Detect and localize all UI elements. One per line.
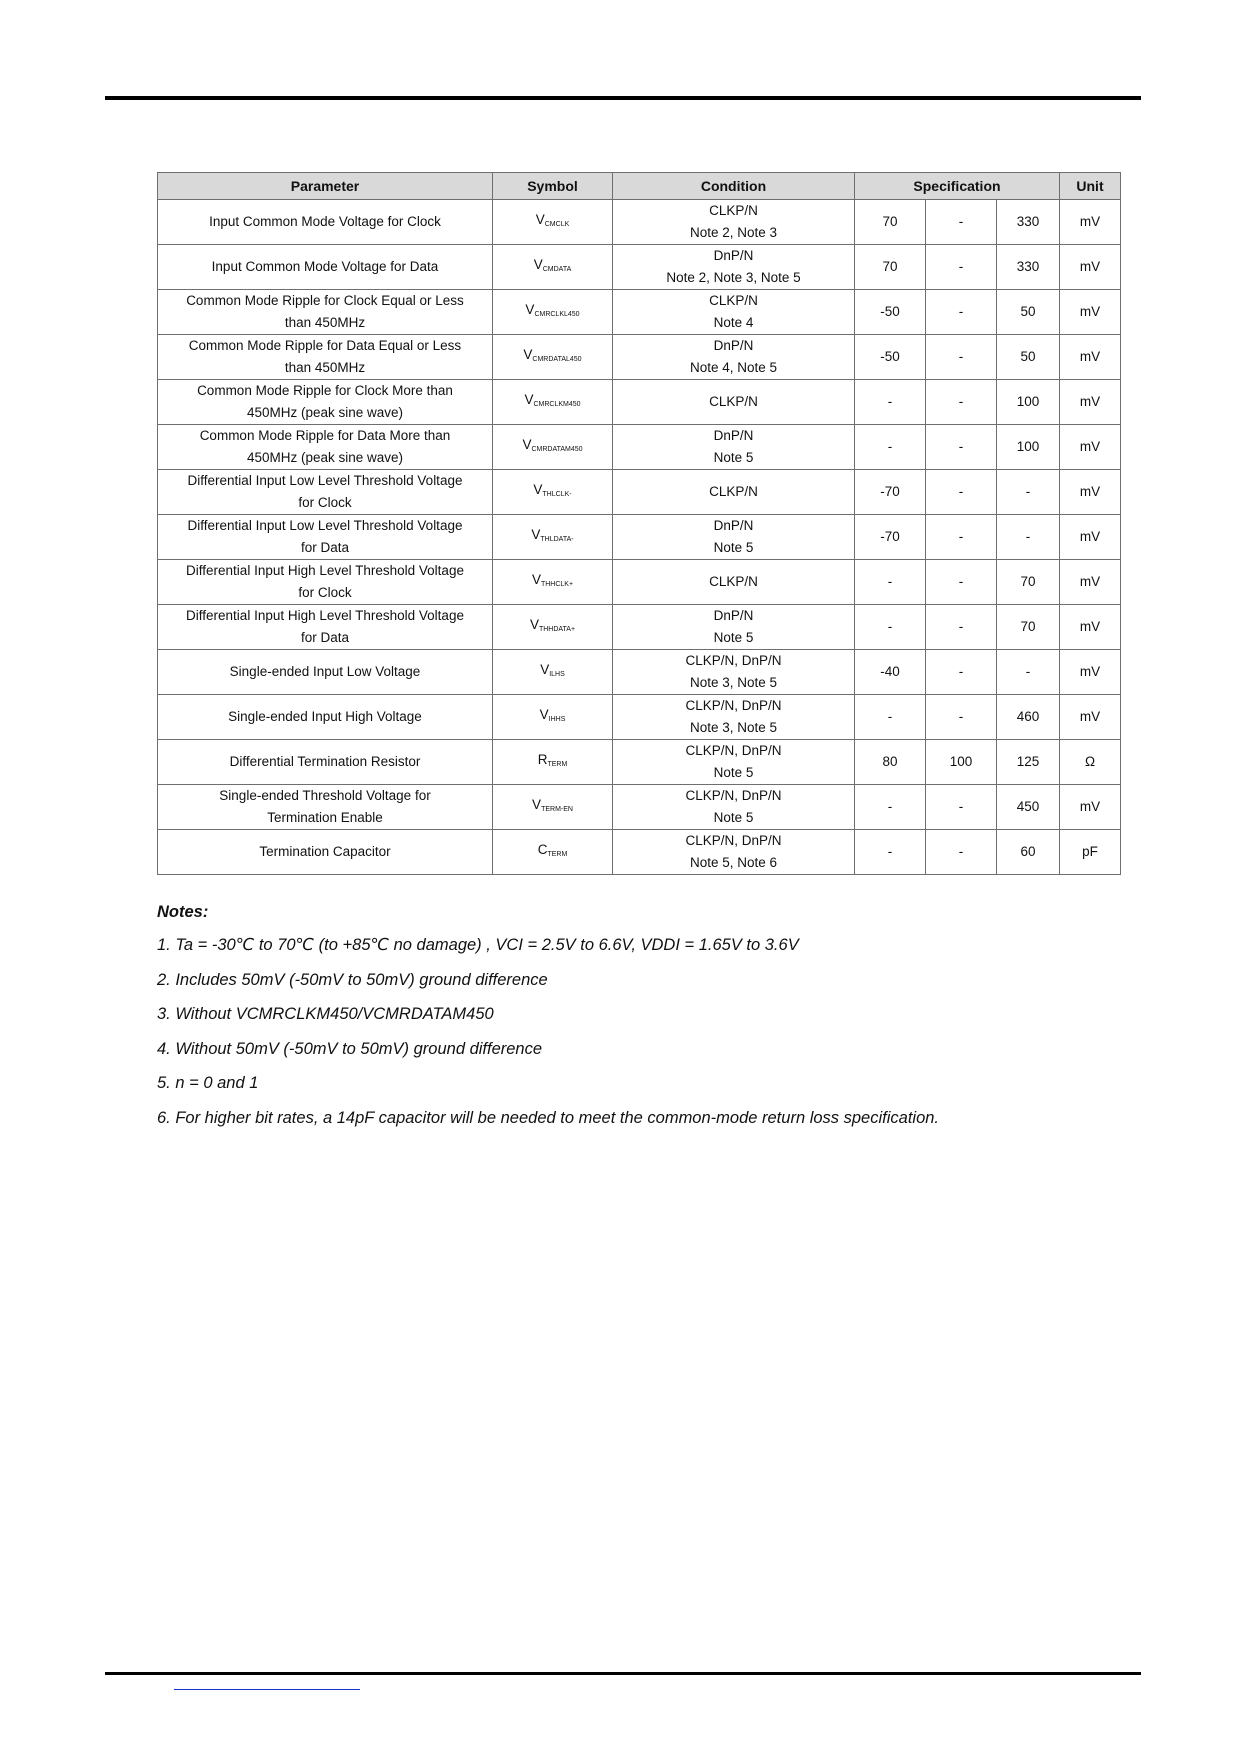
table-row xyxy=(158,515,1121,560)
parameter-line: Differential Input Low Level Threshold Voltage xyxy=(187,518,463,533)
cell-condition xyxy=(613,200,855,245)
cell-max: 70 xyxy=(997,560,1060,605)
condition-line: CLKP/N, DnP/N xyxy=(685,788,782,803)
cell-condition xyxy=(613,515,855,560)
cell-max: 125 xyxy=(997,740,1060,785)
cell-max: - xyxy=(997,470,1060,515)
parameter-line: for Clock xyxy=(298,495,352,510)
condition-line: Note 5 xyxy=(713,540,754,555)
cell-typ: - xyxy=(926,380,997,425)
parameter-line: Common Mode Ripple for Clock More than xyxy=(197,383,453,398)
cell-symbol xyxy=(493,830,613,875)
condition-line: Note 2, Note 3, Note 5 xyxy=(666,270,801,285)
symbol-subscript: TERM-EN xyxy=(541,805,573,813)
cell-unit: mV xyxy=(1060,605,1121,650)
cell-typ: - xyxy=(926,425,997,470)
cell-symbol xyxy=(493,695,613,740)
cell-parameter xyxy=(158,470,493,515)
cell-condition xyxy=(613,425,855,470)
cell-typ: - xyxy=(926,650,997,695)
parameter-line: Input Common Mode Voltage for Data xyxy=(211,259,439,274)
condition-line: CLKP/N, DnP/N xyxy=(685,743,782,758)
cell-unit: mV xyxy=(1060,425,1121,470)
parameter-line: for Data xyxy=(300,540,350,555)
symbol-subscript: TERM xyxy=(547,760,568,768)
parameter-line: Single-ended Input High Voltage xyxy=(228,709,422,724)
table-row xyxy=(158,605,1121,650)
symbol-main: V xyxy=(524,391,534,407)
cell-min: 70 xyxy=(855,200,926,245)
symbol-main: V xyxy=(525,301,535,317)
condition-line: Note 4 xyxy=(713,315,754,330)
parameter-line: Differential Input High Level Threshold Voltage xyxy=(186,608,464,623)
symbol-subscript: CMRCLKL450 xyxy=(534,310,580,318)
table-row xyxy=(158,290,1121,335)
parameter-line: for Data xyxy=(300,630,350,645)
cell-unit: mV xyxy=(1060,515,1121,560)
header-unit: Unit xyxy=(1060,173,1121,200)
condition-line: Note 5 xyxy=(713,630,754,645)
cell-unit: mV xyxy=(1060,290,1121,335)
table-row xyxy=(158,785,1121,830)
cell-typ: - xyxy=(926,695,997,740)
symbol-main: V xyxy=(529,616,539,632)
cell-parameter xyxy=(158,740,493,785)
condition-line: Note 3, Note 5 xyxy=(689,720,778,735)
cell-symbol xyxy=(493,785,613,830)
condition-line: CLKP/N xyxy=(709,203,758,218)
condition-line: DnP/N xyxy=(713,608,754,623)
cell-parameter xyxy=(158,650,493,695)
cell-unit: mV xyxy=(1060,470,1121,515)
cell-typ: - xyxy=(926,200,997,245)
cell-min: -50 xyxy=(855,290,926,335)
cell-symbol xyxy=(493,290,613,335)
cell-max: 100 xyxy=(997,425,1060,470)
condition-line: Note 5 xyxy=(713,450,754,465)
table-header-row xyxy=(158,173,1121,200)
cell-typ: - xyxy=(926,785,997,830)
cell-unit: mV xyxy=(1060,695,1121,740)
cell-parameter xyxy=(158,515,493,560)
condition-line: CLKP/N xyxy=(709,394,758,409)
cell-symbol xyxy=(493,245,613,290)
cell-symbol xyxy=(493,470,613,515)
cell-max: 330 xyxy=(997,245,1060,290)
cell-min: - xyxy=(855,830,926,875)
cell-min: - xyxy=(855,785,926,830)
header-rule xyxy=(105,96,1141,100)
cell-min: - xyxy=(855,560,926,605)
parameter-line: Differential Termination Resistor xyxy=(229,754,421,769)
specification-table xyxy=(157,172,1121,875)
cell-parameter xyxy=(158,335,493,380)
cell-unit: mV xyxy=(1060,200,1121,245)
cell-parameter xyxy=(158,785,493,830)
cell-typ: - xyxy=(926,560,997,605)
cell-min: 70 xyxy=(855,245,926,290)
symbol-subscript: CMRCLKM450 xyxy=(533,400,581,408)
condition-line: CLKP/N xyxy=(709,574,758,589)
cell-symbol xyxy=(493,425,613,470)
cell-symbol xyxy=(493,605,613,650)
symbol-subscript: CMRDATAM450 xyxy=(531,445,583,453)
cell-parameter xyxy=(158,245,493,290)
note-item: 3. Without VCMRCLKM450/VCMRDATAM450 xyxy=(157,1005,494,1023)
cell-max: 460 xyxy=(997,695,1060,740)
cell-parameter xyxy=(158,695,493,740)
cell-unit: mV xyxy=(1060,245,1121,290)
table-row xyxy=(158,650,1121,695)
table-row xyxy=(158,560,1121,605)
note-item: 2. Includes 50mV (-50mV to 50mV) ground difference xyxy=(157,970,548,989)
cell-max: 100 xyxy=(997,380,1060,425)
parameter-line: 450MHz (peak sine wave) xyxy=(246,450,404,465)
cell-min: -50 xyxy=(855,335,926,380)
symbol-main: V xyxy=(535,211,545,227)
cell-symbol xyxy=(493,380,613,425)
cell-unit: mV xyxy=(1060,785,1121,830)
header-specification: Specification xyxy=(855,173,1060,200)
cell-min: - xyxy=(855,380,926,425)
cell-symbol xyxy=(493,515,613,560)
symbol-main: V xyxy=(522,436,532,452)
cell-min: - xyxy=(855,695,926,740)
symbol-subscript: THLCLK- xyxy=(542,490,572,498)
cell-min: - xyxy=(855,605,926,650)
cell-parameter xyxy=(158,830,493,875)
note-item: 6. For higher bit rates, a 14pF capacitor will be needed to meet the common-mode return loss specification. xyxy=(157,1108,940,1127)
condition-line: CLKP/N, DnP/N xyxy=(685,833,782,848)
parameter-line: Single-ended Threshold Voltage for xyxy=(219,788,431,803)
table-row xyxy=(158,830,1121,875)
cell-parameter xyxy=(158,200,493,245)
condition-line: Note 4, Note 5 xyxy=(689,360,778,375)
cell-typ: - xyxy=(926,470,997,515)
header-symbol: Symbol xyxy=(493,173,613,200)
notes-section xyxy=(157,903,1137,1142)
cell-unit: mV xyxy=(1060,650,1121,695)
parameter-line: Common Mode Ripple for Clock Equal or Less xyxy=(186,293,464,308)
table-body xyxy=(158,200,1121,875)
cell-unit: mV xyxy=(1060,560,1121,605)
cell-condition xyxy=(613,605,855,650)
symbol-subscript: ILHS xyxy=(549,670,565,678)
symbol-main: V xyxy=(531,526,541,542)
table-row xyxy=(158,470,1121,515)
table-row xyxy=(158,335,1121,380)
symbol-subscript: THHCLK+ xyxy=(540,580,574,588)
cell-min: -70 xyxy=(855,470,926,515)
table-row xyxy=(158,380,1121,425)
cell-max: 70 xyxy=(997,605,1060,650)
cell-typ: - xyxy=(926,335,997,380)
symbol-main: V xyxy=(523,346,533,362)
symbol-subscript: THLDATA- xyxy=(540,535,574,543)
condition-line: Note 2, Note 3 xyxy=(689,225,778,240)
header-parameter: Parameter xyxy=(158,173,493,200)
cell-unit: Ω xyxy=(1060,740,1121,785)
cell-min: 80 xyxy=(855,740,926,785)
table-row xyxy=(158,245,1121,290)
parameter-line: than 450MHz xyxy=(284,315,366,330)
symbol-subscript: TERM xyxy=(547,850,568,858)
parameter-line: Differential Input Low Level Threshold Voltage xyxy=(187,473,463,488)
cell-max: 60 xyxy=(997,830,1060,875)
symbol-main: V xyxy=(533,481,543,497)
cell-max: 50 xyxy=(997,290,1060,335)
parameter-line: Common Mode Ripple for Data More than xyxy=(199,428,451,443)
header-condition: Condition xyxy=(613,173,855,200)
parameter-line: Termination Enable xyxy=(267,810,383,825)
footer-rule xyxy=(105,1672,1141,1675)
cell-symbol xyxy=(493,200,613,245)
parameter-line: Single-ended Input Low Voltage xyxy=(229,664,421,679)
notes-list xyxy=(157,935,1137,1142)
cell-condition xyxy=(613,335,855,380)
cell-condition xyxy=(613,290,855,335)
cell-symbol xyxy=(493,335,613,380)
condition-line: CLKP/N, DnP/N xyxy=(685,698,782,713)
symbol-subscript: THHDATA+ xyxy=(538,625,576,633)
footer-link[interactable] xyxy=(174,1677,360,1690)
cell-max: 450 xyxy=(997,785,1060,830)
parameter-line: than 450MHz xyxy=(284,360,366,375)
cell-parameter xyxy=(158,380,493,425)
condition-line: DnP/N xyxy=(713,338,754,353)
cell-condition xyxy=(613,785,855,830)
symbol-main: R xyxy=(537,751,548,767)
cell-max: - xyxy=(997,650,1060,695)
cell-typ: - xyxy=(926,245,997,290)
cell-max: 330 xyxy=(997,200,1060,245)
condition-line: CLKP/N, DnP/N xyxy=(685,653,782,668)
cell-condition xyxy=(613,380,855,425)
parameter-line: Input Common Mode Voltage for Clock xyxy=(209,214,441,229)
cell-condition xyxy=(613,650,855,695)
cell-typ: - xyxy=(926,830,997,875)
note-item: 1. Ta = -30℃ to 70℃ (to +85℃ no damage) , VCI = 2.5V to 6.6V, VDDI = 1.65V to 3.6V xyxy=(157,936,799,954)
parameter-line: Termination Capacitor xyxy=(259,844,391,859)
table-row xyxy=(158,695,1121,740)
symbol-main: V xyxy=(540,661,550,677)
cell-parameter xyxy=(158,560,493,605)
condition-line: DnP/N xyxy=(713,518,754,533)
cell-min: -70 xyxy=(855,515,926,560)
table-row xyxy=(158,200,1121,245)
condition-line: Note 3, Note 5 xyxy=(689,675,778,690)
cell-parameter xyxy=(158,425,493,470)
condition-line: DnP/N xyxy=(713,248,754,263)
condition-line: DnP/N xyxy=(713,428,754,443)
cell-typ: - xyxy=(926,290,997,335)
cell-condition xyxy=(613,470,855,515)
cell-typ: - xyxy=(926,605,997,650)
cell-unit: mV xyxy=(1060,335,1121,380)
symbol-subscript: CMCLK xyxy=(544,220,570,228)
symbol-main: C xyxy=(537,841,548,857)
table-row xyxy=(158,740,1121,785)
cell-condition xyxy=(613,740,855,785)
table-row xyxy=(158,425,1121,470)
cell-condition xyxy=(613,830,855,875)
parameter-line: for Clock xyxy=(298,585,352,600)
condition-line: Note 5 xyxy=(713,810,754,825)
cell-unit: pF xyxy=(1060,830,1121,875)
condition-line: Note 5 xyxy=(713,765,754,780)
parameter-line: 450MHz (peak sine wave) xyxy=(246,405,404,420)
cell-parameter xyxy=(158,290,493,335)
cell-parameter xyxy=(158,605,493,650)
cell-condition xyxy=(613,695,855,740)
cell-symbol xyxy=(493,650,613,695)
cell-max: - xyxy=(997,515,1060,560)
condition-line: Note 5, Note 6 xyxy=(689,855,778,870)
cell-min: - xyxy=(855,425,926,470)
cell-typ: - xyxy=(926,515,997,560)
cell-symbol xyxy=(493,560,613,605)
symbol-subscript: CMDATA xyxy=(542,265,572,273)
symbol-subscript: CMRDATAL450 xyxy=(532,355,582,363)
symbol-main: V xyxy=(533,256,543,272)
cell-symbol xyxy=(493,740,613,785)
note-item: 4. Without 50mV (-50mV to 50mV) ground difference xyxy=(157,1039,543,1058)
symbol-subscript: IHHS xyxy=(548,715,566,723)
cell-condition xyxy=(613,560,855,605)
cell-unit: mV xyxy=(1060,380,1121,425)
notes-title: Notes: xyxy=(157,903,209,921)
cell-max: 50 xyxy=(997,335,1060,380)
condition-line: CLKP/N xyxy=(709,293,758,308)
note-item: 5. n = 0 and 1 xyxy=(157,1074,259,1092)
symbol-main: V xyxy=(539,706,549,722)
symbol-main: V xyxy=(531,571,541,587)
parameter-line: Common Mode Ripple for Data Equal or Less xyxy=(188,338,462,353)
cell-min: -40 xyxy=(855,650,926,695)
symbol-main: V xyxy=(532,796,542,812)
cell-typ: 100 xyxy=(926,740,997,785)
parameter-line: Differential Input High Level Threshold Voltage xyxy=(186,563,464,578)
cell-condition xyxy=(613,245,855,290)
condition-line: CLKP/N xyxy=(709,484,758,499)
